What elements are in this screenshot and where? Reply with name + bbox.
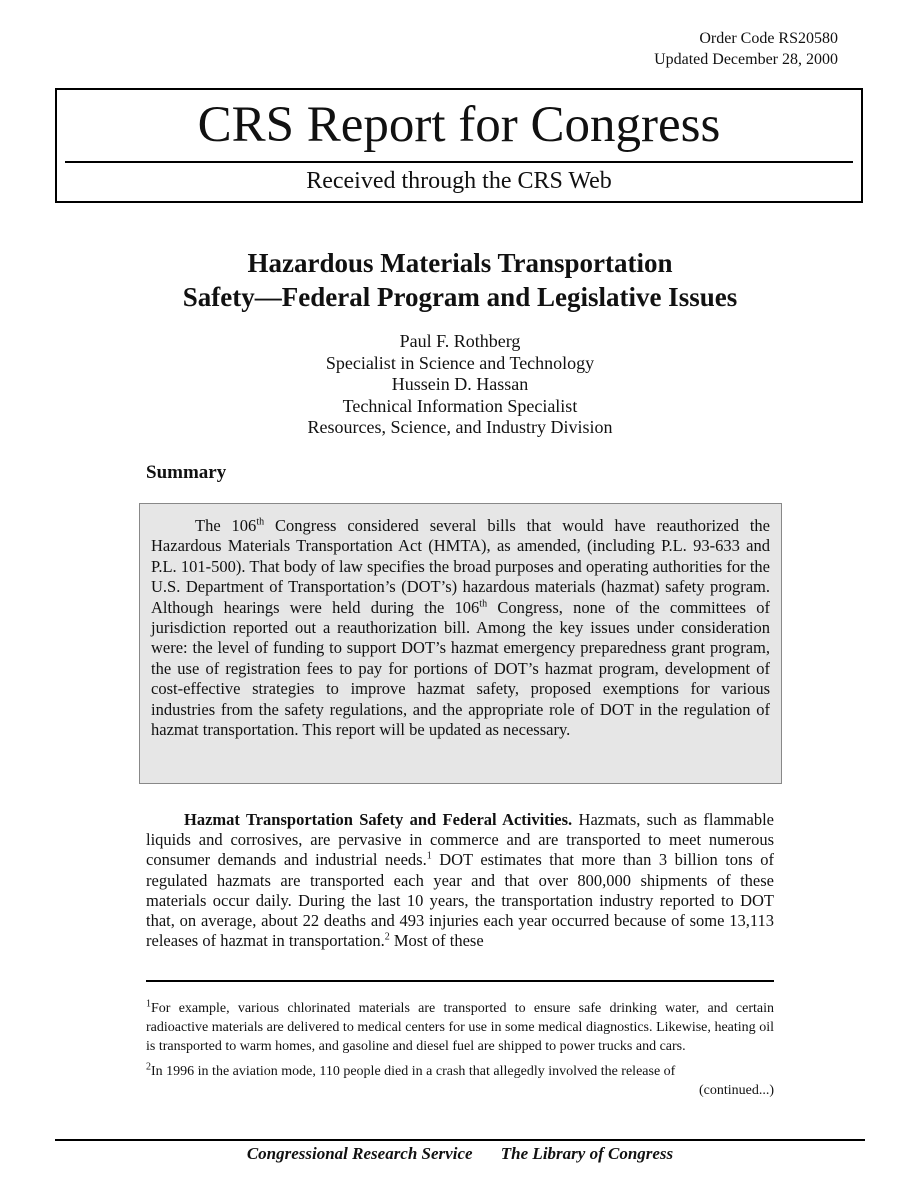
- order-code: Order Code RS20580: [699, 30, 838, 47]
- summary-text: The 106th Congress considered several bills that would have reauthorized the Hazardous Materials Transportation Act (HMTA), as amended, (including P.L. 93-633 and P.L. 101-500). That body of law specifies the broad purposes and operating authorities for the U.S. Department of Transportation’s (DOT’s) hazardous materials (hazmat) safety program. Although hearings were held during the 106th Congress, none of the committees of jurisdiction reported out a reauthorization bill. Among the key issues under consideration were: the level of funding to support DOT’s hazmat emergency preparedness grant program, the use of registration fees to pay for portions of DOT’s hazmat program, development of cost-effective strategies to improve hazmat safety, proposed exemptions for various industries from the safety regulations, and the appropriate role of DOT in the regulation of hazmat transportation. This report will be updated as necessary.: [151, 516, 771, 740]
- document-title: [0, 246, 920, 314]
- footnote-2: $^2$In 1996 in the aviation mode, 110 people died in a crash that allegedly involved the release of: [146, 1061, 676, 1079]
- summary-box: [139, 503, 782, 784]
- footer-loc: The Library of Congress: [500, 1144, 674, 1163]
- document-title-line-2: Safety—Federal Program and Legislative Issues: [182, 282, 738, 312]
- author-role: Technical Information Specialist: [342, 395, 578, 416]
- footnote-1: $^1$For example, various chlorinated materials are transported to ensure safe drinking water, and certain radioactive materials are delivered to medical centers for use in some medical diagnostics. Likewise, heating oil is transported to warm homes, and gasoline and diesel fuel are shipped to power trucks and cars.: [146, 998, 774, 1054]
- crs-banner: [55, 88, 863, 203]
- section-lead-heading: Hazmat Transportation Safety and Federal Activities.: [184, 810, 573, 829]
- continued-note: (continued...): [698, 1083, 774, 1098]
- page-footer: [0, 1144, 920, 1164]
- banner-subtitle: Received through the CRS Web: [306, 168, 612, 194]
- author-name: Hussein D. Hassan: [391, 374, 529, 395]
- body-paragraph: Hazmat Transportation Safety and Federal Activities. Hazmats, such as flammable liquids and corrosives, are pervasive in commerce and are transported to meet numerous consumer demands and industrial needs.$^1$ DOT estimates that more than 3 billion tons of regulated hazmats are transported each year and that over 800,000 shipments of these materials occur daily. During the last 10 years, the transportation industry reported to DOT that, on average, about 22 deaths and 493 injuries each year occurred because of some 13,113 releases of hazmat in transportation.$^2$ Most of these: [146, 810, 774, 951]
- author-block: [0, 331, 920, 439]
- banner-title: CRS Report for Congress: [197, 97, 721, 153]
- banner-divider: [65, 161, 853, 163]
- author-role: Specialist in Science and Technology: [325, 352, 595, 373]
- document-title-line-1: Hazardous Materials Transportation: [247, 248, 673, 278]
- footnote-ref-2[interactable]: 2: [384, 931, 390, 943]
- author-name: Paul F. Rothberg: [399, 331, 521, 351]
- footnote-divider: [146, 980, 774, 982]
- summary-heading: Summary: [146, 462, 227, 483]
- footnote-ref-1[interactable]: 1: [426, 850, 432, 862]
- footer-crs: Congressional Research Service: [246, 1144, 473, 1163]
- footnotes: [146, 999, 774, 1100]
- updated-date: Updated December 28, 2000: [654, 51, 838, 68]
- author-division: Resources, Science, and Industry Division: [307, 417, 613, 438]
- order-code-block: [654, 28, 838, 70]
- footer-divider: [55, 1139, 865, 1141]
